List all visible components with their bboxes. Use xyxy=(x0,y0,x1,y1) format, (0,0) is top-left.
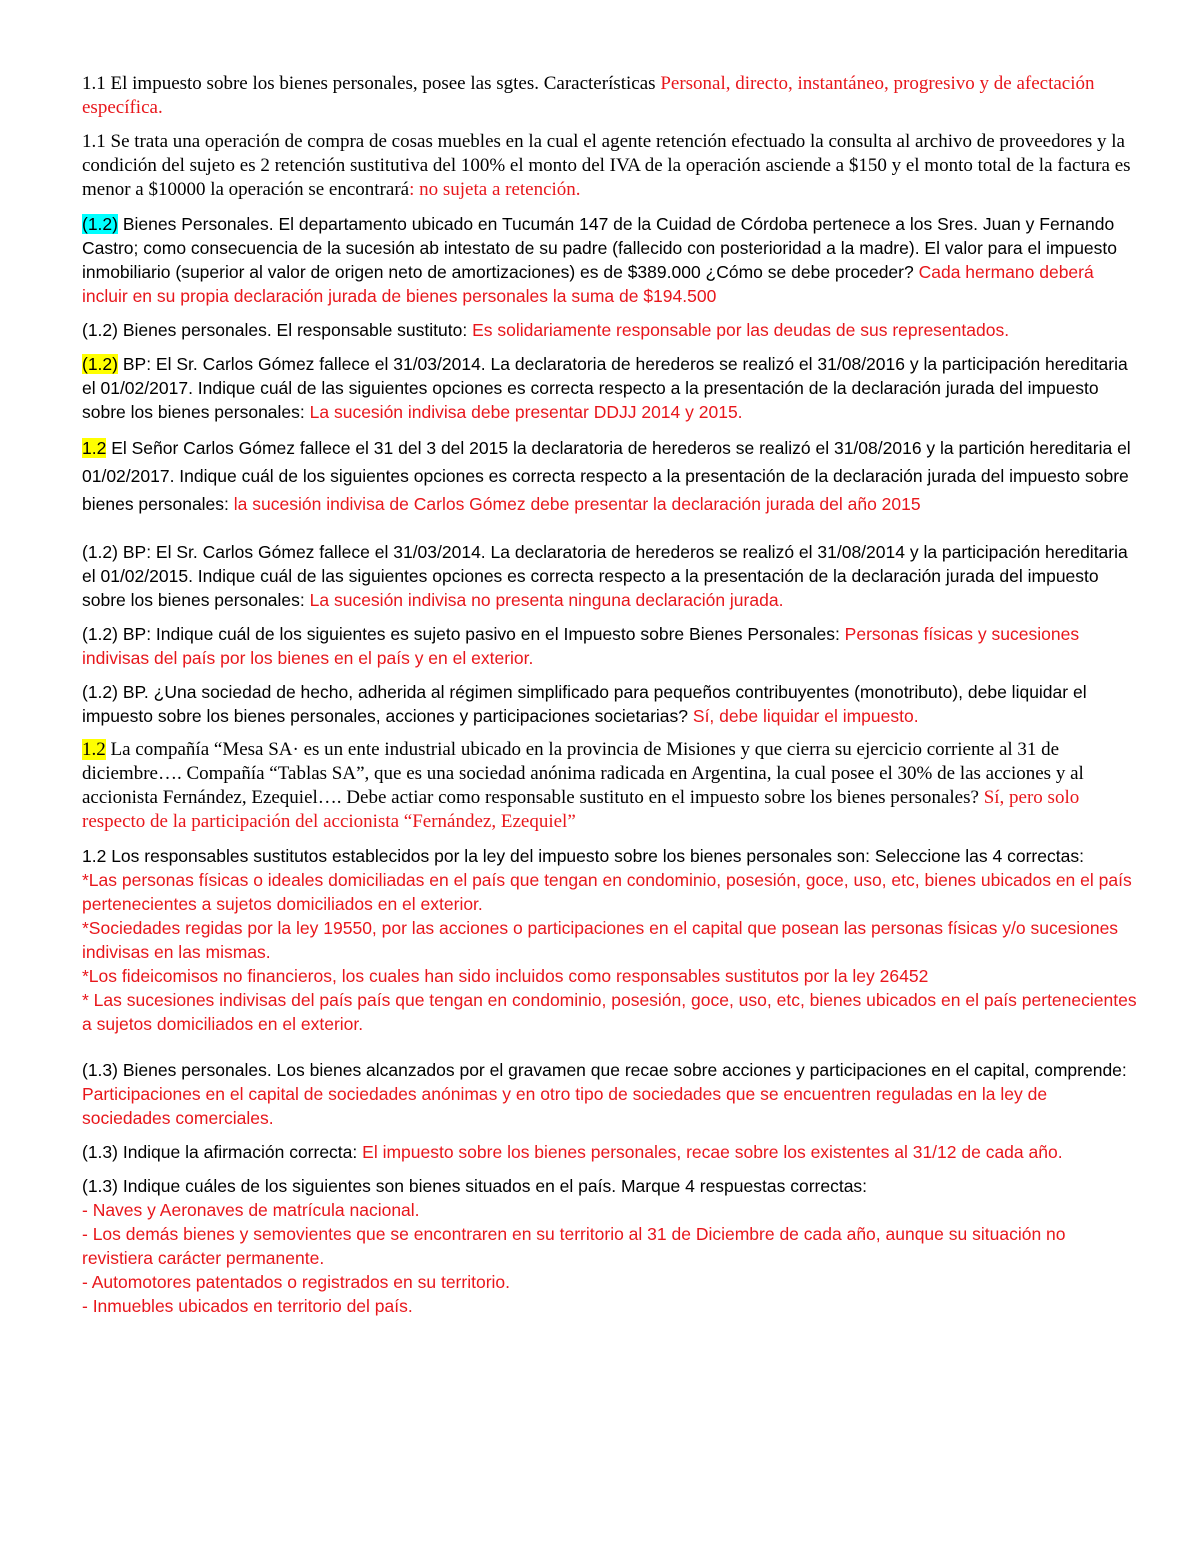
question-12 xyxy=(82,1058,1138,1130)
answer-text: Cada hermano deberá incluir en su propia declaración jurada de bienes personales la suma de $194.500 xyxy=(82,262,1094,306)
question-6 xyxy=(82,434,1138,518)
question-14 xyxy=(82,1174,1138,1318)
question-text: (1.3) Indique cuáles de los siguientes son bienes situados en el país. Marque 4 respuestas correctas: xyxy=(82,1176,868,1196)
answer-item: - Inmuebles ubicados en territorio del país. xyxy=(82,1296,413,1316)
answer-text: Personas físicas y sucesiones indivisas del país por los bienes en el país y en el exterior. xyxy=(82,624,1080,668)
question-text: (1.2) BP: El Sr. Carlos Gómez fallece el 31/03/2014. La declaratoria de herederos se realizó el 31/08/2014 y la participación hereditaria el 01/02/2015. Indique cuál de las siguientes opciones es correcta respecto a la presentación de la declaración jurada del impuesto sobre los bienes personales: xyxy=(82,542,1128,610)
question-4 xyxy=(82,318,1138,342)
answer-item: *Las personas físicas o ideales domiciliadas en el país que tengan en condominio, posesión, goce, uso, etc, bienes ubicados en el país pertenecientes a sujetos domiciliados en el exterior. xyxy=(82,870,1132,914)
question-text: (1.2) BP: Indique cuál de los siguientes es sujeto pasivo en el Impuesto sobre Bienes Personales: xyxy=(82,624,845,644)
question-text: El Señor Carlos Gómez fallece el 31 del 3 del 2015 la declaratoria de herederos se realizó el 31/08/2016 y la partición hereditaria el 01/02/2017. Indique cuál de los siguientes opciones es correcta respecto a la presentación de la declaración jurada del impuesto sobre bienes personales: xyxy=(82,438,1131,514)
question-8 xyxy=(82,622,1138,670)
question-text: (1.3) Bienes personales. Los bienes alcanzados por el gravamen que recae sobre acciones y participaciones en el capital, comprende: xyxy=(82,1060,1127,1080)
question-text: 1.2 Los responsables sustitutos establecidos por la ley del impuesto sobre los bienes personales son: Seleccione las 4 correctas: xyxy=(82,846,1084,866)
highlighted-tag: (1.2) xyxy=(82,354,118,374)
highlighted-tag: 1.2 xyxy=(82,438,107,458)
answer-text: Participaciones en el capital de sociedades anónimas y en otro tipo de sociedades que se encuentren reguladas en la ley de sociedades comerciales. xyxy=(82,1084,1048,1128)
question-1 xyxy=(82,72,1138,120)
question-9 xyxy=(82,680,1138,728)
highlighted-tag: (1.2) xyxy=(82,214,118,234)
question-text: Bienes Personales. El departamento ubicado en Tucumán 147 de la Cuidad de Córdoba pertenece a los Sres. Juan y Fernando Castro; como consecuencia de la sucesión ab intestato de su padre (fallecido con posterioridad a la madre). El valor para el impuesto inmobiliario (superior al valor de origen neto de amortizaciones) es de $389.000 ¿Cómo se debe proceder? xyxy=(82,214,1118,282)
question-text: (1.2) BP. ¿Una sociedad de hecho, adherida al régimen simplificado para pequeños contribuyentes (monotributo), debe liquidar el impuesto sobre los bienes personales, acciones y participaciones societarias? xyxy=(82,682,1087,726)
answer-text: : no sujeta a retención. xyxy=(409,179,581,200)
question-5 xyxy=(82,352,1138,424)
answer-text: Sí, pero solo respecto de la participación del accionista “Fernández, Ezequiel” xyxy=(82,787,1080,832)
question-text: BP: El Sr. Carlos Gómez fallece el 31/03/2014. La declaratoria de herederos se realizó el 31/08/2016 y la participación hereditaria el 01/02/2017. Indique cuál de las siguientes opciones es correcta respecto a la presentación de la declaración jurada del impuesto sobre los bienes personales: xyxy=(82,354,1128,422)
answer-item: - Los demás bienes y semovientes que se encontraren en su territorio al 31 de Diciembre de cada año, aunque su situación no revistiera carácter permanente. xyxy=(82,1224,1066,1268)
answer-text: El impuesto sobre los bienes personales, recae sobre los existentes al 31/12 de cada año. xyxy=(362,1142,1063,1162)
question-2 xyxy=(82,130,1138,202)
highlighted-tag: 1.2 xyxy=(82,739,106,760)
answer-text: La sucesión indivisa no presenta ninguna declaración jurada. xyxy=(309,590,784,610)
answer-text: la sucesión indivisa de Carlos Gómez debe presentar la declaración jurada del año 2015 xyxy=(233,494,921,514)
question-text: (1.3) Indique la afirmación correcta: xyxy=(82,1142,363,1162)
question-7 xyxy=(82,540,1138,612)
answer-text: Sí, debe liquidar el impuesto. xyxy=(692,706,919,726)
answer-item: * Las sucesiones indivisas del país país que tengan en condominio, posesión, goce, uso, etc, bienes ubicados en el país pertenecientes a sujetos domiciliados en el exterior. xyxy=(82,990,1137,1034)
question-3 xyxy=(82,212,1138,308)
answer-item: - Naves y Aeronaves de matrícula nacional. xyxy=(82,1200,420,1220)
answer-item: - Automotores patentados o registrados en su territorio. xyxy=(82,1272,511,1292)
answer-text: Personal, directo, instantáneo, progresivo y de afectación específica. xyxy=(82,73,1095,118)
answer-text: Es solidariamente responsable por las deudas de sus representados. xyxy=(472,320,1010,340)
question-text: 1.1 Se trata una operación de compra de cosas muebles en la cual el agente retención efectuado la consulta al archivo de proveedores y la condición del sujeto es 2 retención sustitutiva del 100% el monto del IVA de la operación asciende a $150 y el monto total de la factura es menor a $10000 la operación se encontrará xyxy=(82,131,1131,200)
question-13 xyxy=(82,1140,1138,1164)
answer-item: *Los fideicomisos no financieros, los cuales han sido incluidos como responsables sustitutos por la ley 26452 xyxy=(82,966,929,986)
answer-text: La sucesión indivisa debe presentar DDJJ 2014 y 2015. xyxy=(309,402,743,422)
question-text: 1.1 El impuesto sobre los bienes personales, posee las sgtes. Características xyxy=(82,73,661,94)
question-10 xyxy=(82,738,1138,834)
question-11 xyxy=(82,844,1138,1036)
question-text: La compañía “Mesa SA· es un ente industrial ubicado en la provincia de Misiones y que cierra su ejercicio corriente al 31 de diciembre…. Compañía “Tablas SA”, que es una sociedad anónima radicada en Argentina, la cual posee el 30% de las acciones y al accionista Fernández, Ezequiel…. Debe actiar como responsable sustituto en el impuesto sobre los bienes personales? xyxy=(82,739,1084,808)
answer-item: *Sociedades regidas por la ley 19550, por las acciones o participaciones en el capital que posean las personas físicas y/o sucesiones indivisas en las mismas. xyxy=(82,918,1119,962)
question-text: (1.2) Bienes personales. El responsable sustituto: xyxy=(82,320,473,340)
